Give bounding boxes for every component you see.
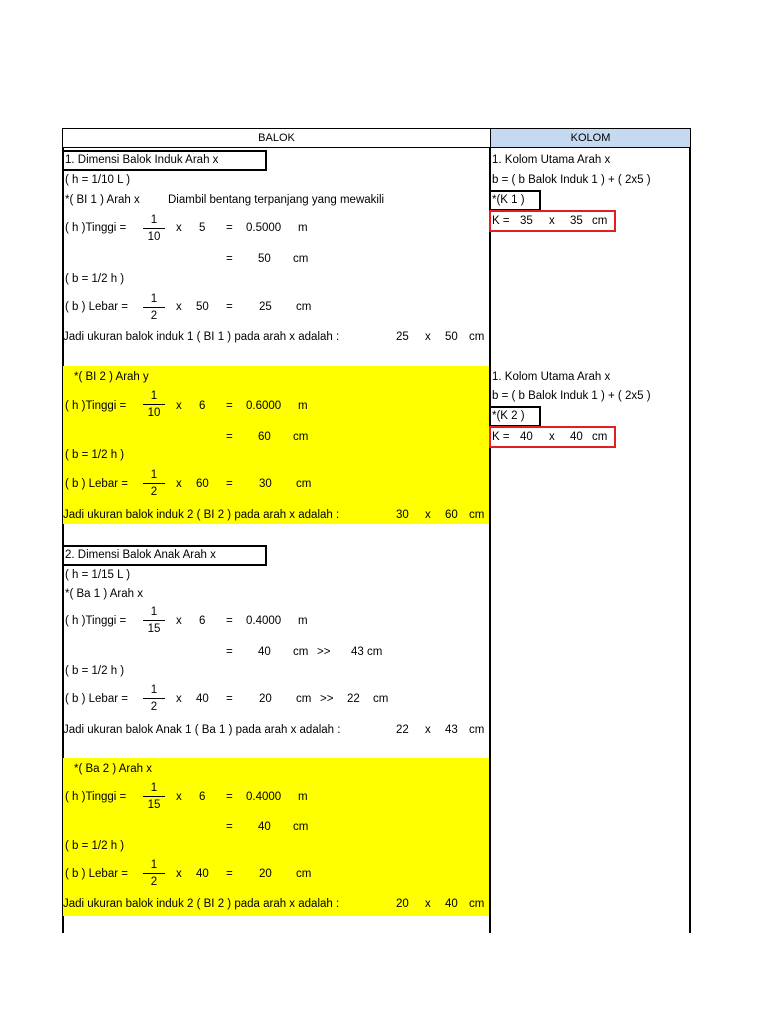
bi2-h-eq2: = xyxy=(226,431,233,443)
ba2-h-fraction: 1 15 xyxy=(143,781,165,812)
k2-unit: cm xyxy=(592,431,608,443)
ba1-result: Jadi ukuran balok Anak 1 ( Ba 1 ) pada arah x adalah : xyxy=(63,724,341,736)
ba2-b-val: 20 xyxy=(259,868,272,880)
ba1-h-round-val: 43 cm xyxy=(351,646,383,658)
ba2-h-eq2: = xyxy=(226,821,233,833)
bi2-h-L: 6 xyxy=(199,400,206,412)
ba2-h-m-unit: m xyxy=(298,791,308,803)
section1-title: 1. Dimensi Balok Induk Arah x xyxy=(65,154,219,166)
bi1-b-unit: cm xyxy=(296,301,312,313)
ba1-b-x: x xyxy=(176,693,182,705)
bi1-h-cm: 50 xyxy=(258,253,271,265)
bi1-result-b: 25 xyxy=(396,331,409,343)
bi1-note: Diambil bentang terpanjang yang mewakili xyxy=(168,194,385,206)
ba1-h-rule: ( h = 1/15 L ) xyxy=(65,569,131,581)
k1-b: 35 xyxy=(570,215,583,227)
ba2-b-x: x xyxy=(176,868,182,880)
bi1-b-eq: = xyxy=(226,301,233,313)
ba1-b-fraction: 1 2 xyxy=(143,683,165,714)
ba2-result-b: 20 xyxy=(396,898,409,910)
k1-unit: cm xyxy=(592,215,608,227)
bi2-b-val: 30 xyxy=(259,478,272,490)
bi2-b-unit: cm xyxy=(296,478,312,490)
bi2-h-cm-unit: cm xyxy=(293,431,309,443)
ba1-h-cm-unit: cm xyxy=(293,646,309,658)
ba2-h-eq: = xyxy=(226,791,233,803)
bi2-name: *( BI 2 ) Arah y xyxy=(74,371,149,383)
right-border xyxy=(689,147,691,933)
ba1-h-x: x xyxy=(176,615,182,627)
divider-line xyxy=(489,147,491,933)
ba1-b-h: 40 xyxy=(196,693,209,705)
bi2-result-x: x xyxy=(425,509,431,521)
bi1-b-rule: ( b = 1/2 h ) xyxy=(65,273,125,285)
bi1-h-cm-unit: cm xyxy=(293,253,309,265)
bi1-h-eq: = xyxy=(226,222,233,234)
ba1-b-unit: cm xyxy=(296,693,312,705)
bi1-result-x: x xyxy=(425,331,431,343)
ba1-h-fraction: 1 15 xyxy=(143,605,165,636)
ba1-result-h: 43 xyxy=(445,724,458,736)
bi1-b-x: x xyxy=(176,301,182,313)
bi1-h-rule: ( h = 1/10 L ) xyxy=(65,174,131,186)
bi1-result: Jadi ukuran balok induk 1 ( BI 1 ) pada arah x adalah : xyxy=(63,331,340,343)
ba2-highlight xyxy=(63,758,489,916)
ba2-name: *( Ba 2 ) Arah x xyxy=(74,763,152,775)
bi2-result-h: 60 xyxy=(445,509,458,521)
k1-title: 1. Kolom Utama Arah x xyxy=(492,154,611,166)
k1-name: *(K 1 ) xyxy=(492,194,525,206)
bi1-h-fraction: 1 10 xyxy=(143,213,165,244)
bi2-h-fraction: 1 10 xyxy=(143,389,165,420)
ba2-result-unit: cm xyxy=(469,898,485,910)
k1-x: x xyxy=(549,215,555,227)
ba1-result-b: 22 xyxy=(396,724,409,736)
ba2-h-cm-unit: cm xyxy=(293,821,309,833)
ba2-h-m: 0.4000 xyxy=(246,791,282,803)
k2-a: 40 xyxy=(520,431,533,443)
ba2-result: Jadi ukuran balok induk 2 ( BI 2 ) pada arah x adalah : xyxy=(63,898,340,910)
ba2-b-label: ( b ) Lebar = xyxy=(65,868,128,880)
section2-title: 2. Dimensi Balok Anak Arah x xyxy=(65,549,216,561)
ba1-h-round-sign: >> xyxy=(317,646,331,658)
ba1-h-label: ( h )Tinggi = xyxy=(65,615,127,627)
ba1-h-L: 6 xyxy=(199,615,206,627)
bi1-name: *( BI 1 ) Arah x xyxy=(65,194,140,206)
bi2-h-cm: 60 xyxy=(258,431,271,443)
kolom-header: KOLOM xyxy=(490,128,691,148)
ba1-h-cm: 40 xyxy=(258,646,271,658)
k2-label: K = xyxy=(492,431,510,443)
bi2-h-m-unit: m xyxy=(298,400,308,412)
bi1-h-m: 0.5000 xyxy=(246,222,282,234)
ba1-result-x: x xyxy=(425,724,431,736)
bi1-b-fraction: 1 2 xyxy=(143,292,165,323)
bi1-b-label: ( b ) Lebar = xyxy=(65,301,128,313)
balok-header: BALOK xyxy=(62,128,491,148)
ba1-b-label: ( b ) Lebar = xyxy=(65,693,128,705)
ba1-h-eq2: = xyxy=(226,646,233,658)
k2-formula: b = ( b Balok Induk 1 ) + ( 2x5 ) xyxy=(492,390,651,402)
bi1-h-x: x xyxy=(176,222,182,234)
bi1-h-L: 5 xyxy=(199,222,206,234)
k1-formula: b = ( b Balok Induk 1 ) + ( 2x5 ) xyxy=(492,174,651,186)
bi1-result-h: 50 xyxy=(445,331,458,343)
ba1-h-m: 0.4000 xyxy=(246,615,282,627)
k2-x: x xyxy=(549,431,555,443)
ba2-result-h: 40 xyxy=(445,898,458,910)
ba2-h-cm: 40 xyxy=(258,821,271,833)
bi2-h-m: 0.6000 xyxy=(246,400,282,412)
ba1-b-round-val: 22 xyxy=(347,693,360,705)
bi1-h-label: ( h )Tinggi = xyxy=(65,222,127,234)
bi2-b-h: 60 xyxy=(196,478,209,490)
ba1-result-unit: cm xyxy=(469,724,485,736)
bi2-highlight xyxy=(63,366,489,524)
bi2-h-label: ( h )Tinggi = xyxy=(65,400,127,412)
bi2-result-unit: cm xyxy=(469,509,485,521)
ba1-b-val: 20 xyxy=(259,693,272,705)
ba1-b-round-unit: cm xyxy=(373,693,389,705)
k2-name: *(K 2 ) xyxy=(492,410,525,422)
bi2-b-x: x xyxy=(176,478,182,490)
ba1-h-m-unit: m xyxy=(298,615,308,627)
bi2-h-x: x xyxy=(176,400,182,412)
bi1-h-m-unit: m xyxy=(298,222,308,234)
bi1-b-h: 50 xyxy=(196,301,209,313)
k1-label: K = xyxy=(492,215,510,227)
bi2-result-b: 30 xyxy=(396,509,409,521)
ba2-b-h: 40 xyxy=(196,868,209,880)
ba1-b-eq: = xyxy=(226,693,233,705)
ba1-b-rule: ( b = 1/2 h ) xyxy=(65,665,125,677)
k2-b: 40 xyxy=(570,431,583,443)
ba2-b-fraction: 1 2 xyxy=(143,858,165,889)
bi1-result-unit: cm xyxy=(469,331,485,343)
ba2-h-L: 6 xyxy=(199,791,206,803)
bi1-b-val: 25 xyxy=(259,301,272,313)
k1-a: 35 xyxy=(520,215,533,227)
k2-title: 1. Kolom Utama Arah x xyxy=(492,371,611,383)
ba1-name: *( Ba 1 ) Arah x xyxy=(65,588,143,600)
bi2-b-fraction: 1 2 xyxy=(143,468,165,499)
ba2-b-eq: = xyxy=(226,868,233,880)
ba2-result-x: x xyxy=(425,898,431,910)
ba1-b-round-sign: >> xyxy=(320,693,334,705)
bi2-b-label: ( b ) Lebar = xyxy=(65,478,128,490)
ba2-b-rule: ( b = 1/2 h ) xyxy=(65,840,125,852)
bi2-h-eq: = xyxy=(226,400,233,412)
bi1-h-eq2: = xyxy=(226,253,233,265)
bi2-b-eq: = xyxy=(226,478,233,490)
bi2-result: Jadi ukuran balok induk 2 ( BI 2 ) pada arah x adalah : xyxy=(63,509,340,521)
ba2-h-x: x xyxy=(176,791,182,803)
bi2-b-rule: ( b = 1/2 h ) xyxy=(65,449,125,461)
ba2-b-unit: cm xyxy=(296,868,312,880)
ba2-h-label: ( h )Tinggi = xyxy=(65,791,127,803)
ba1-h-eq: = xyxy=(226,615,233,627)
